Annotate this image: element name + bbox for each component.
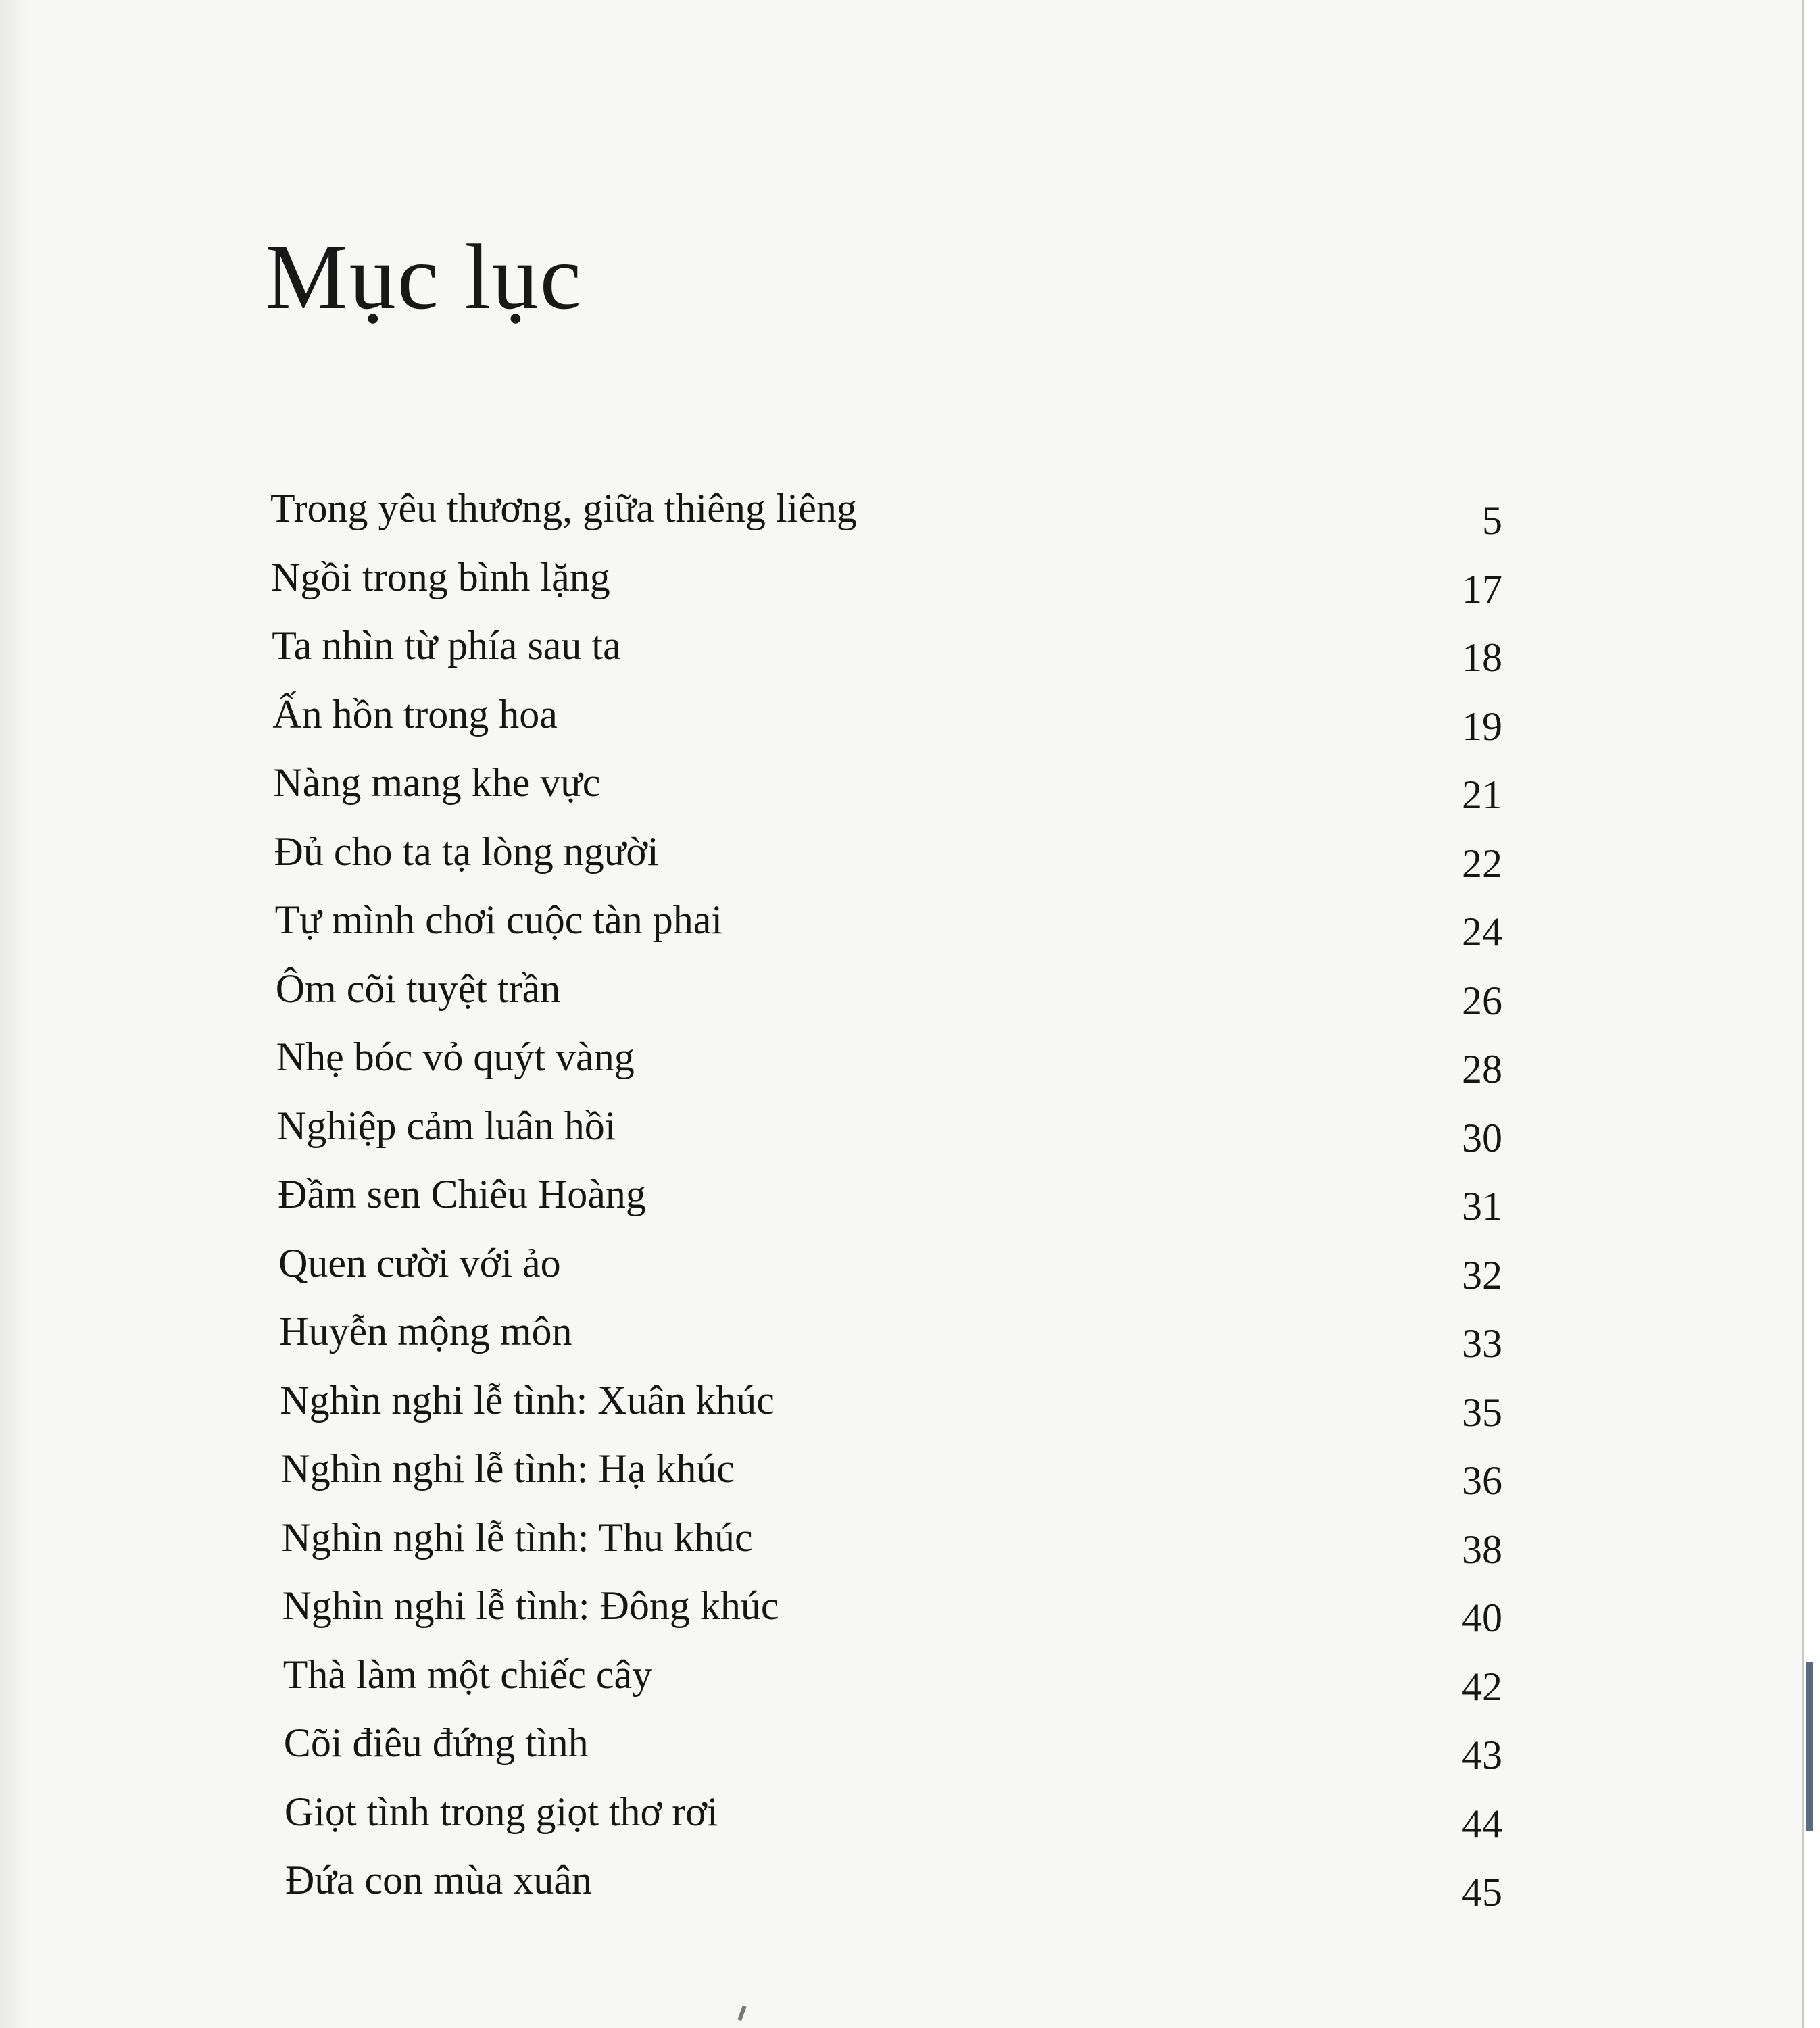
toc-entry-page-number: 43 xyxy=(1462,1733,1502,1777)
toc-entry-title: Nghìn nghi lễ tình: Thu khúc xyxy=(281,1514,753,1560)
toc-entry[interactable] xyxy=(0,962,1820,1023)
toc-entry[interactable] xyxy=(0,1373,1820,1435)
toc-entry-page-number: 45 xyxy=(1462,1870,1502,1914)
toc-entry-page-number: 31 xyxy=(1462,1184,1502,1229)
toc-entry[interactable] xyxy=(0,1167,1820,1229)
toc-entry-page-number: 19 xyxy=(1462,703,1502,749)
toc-entry-page-number: 17 xyxy=(1462,566,1502,612)
toc-entry-title: Ngồi trong bình lặng xyxy=(271,554,610,599)
toc-entry[interactable] xyxy=(0,1785,1820,1846)
toc-entry-title: Huyễn mộng môn xyxy=(279,1309,572,1354)
toc-entry[interactable] xyxy=(0,756,1820,817)
toc-entry-title: Ôm cõi tuyệt trần xyxy=(275,966,561,1011)
toc-entry-page-number: 28 xyxy=(1462,1047,1502,1091)
toc-entry-title: Thà làm một chiếc cây xyxy=(282,1652,653,1697)
toc-entry-title: Ấn hồn trong hoa xyxy=(272,691,558,737)
toc-entry-title: Quen cười với ảo xyxy=(278,1240,561,1285)
toc-entry-title: Nghìn nghi lễ tình: Đông khúc xyxy=(282,1583,779,1628)
toc-entry-title: Đầm sen Chiêu Hoàng xyxy=(278,1172,646,1216)
toc-entry[interactable] xyxy=(0,1716,1820,1777)
toc-entry[interactable] xyxy=(0,481,1820,543)
toc-entry-title: Cõi điêu đứng tình xyxy=(283,1721,589,1765)
toc-entry[interactable] xyxy=(0,550,1820,612)
toc-entry[interactable] xyxy=(0,1304,1820,1366)
toc-entry-title: Nghìn nghi lễ tình: Xuân khúc xyxy=(280,1377,774,1423)
toc-entry-title: Nhẹ bóc vỏ quýt vàng xyxy=(276,1035,635,1079)
toc-entry-page-number: 33 xyxy=(1462,1321,1502,1366)
toc-entry-page-number: 35 xyxy=(1462,1389,1502,1435)
toc-entry-page-number: 24 xyxy=(1462,910,1502,954)
toc-entry[interactable] xyxy=(0,1236,1820,1297)
toc-entry[interactable] xyxy=(0,1579,1820,1640)
toc-entry-title: Đủ cho ta tạ lòng người xyxy=(274,828,659,874)
toc-entry-page-number: 32 xyxy=(1462,1252,1502,1297)
toc-entry[interactable] xyxy=(0,1441,1820,1503)
toc-entry[interactable] xyxy=(0,1648,1820,1709)
toc-entry[interactable] xyxy=(0,1099,1820,1160)
toc-entry-page-number: 42 xyxy=(1462,1664,1502,1709)
toc-entry-title: Đứa con mùa xuân xyxy=(285,1858,593,1902)
toc-entry-title: Nghìn nghi lễ tình: Hạ khúc xyxy=(280,1446,735,1491)
toc-entry[interactable] xyxy=(0,1510,1820,1572)
toc-entry-title: Trong yêu thương, giữa thiêng liêng xyxy=(270,486,857,530)
toc-entry-page-number: 40 xyxy=(1462,1596,1502,1640)
toc-entry-page-number: 21 xyxy=(1462,772,1502,817)
toc-entry-page-number: 18 xyxy=(1462,635,1502,680)
toc-entry[interactable] xyxy=(0,618,1820,680)
toc-entry-page-number: 30 xyxy=(1462,1115,1502,1160)
toc-entry-title: Giọt tình trong giọt thơ rơi xyxy=(284,1789,718,1834)
toc-entry-page-number: 38 xyxy=(1462,1527,1502,1572)
toc-entry-page-number: 36 xyxy=(1462,1458,1502,1503)
toc-entry-page-number: 22 xyxy=(1462,841,1502,886)
toc-entry-title: Nàng mang khe vực xyxy=(273,760,601,805)
toc-entry-page-number: 44 xyxy=(1462,1801,1502,1846)
toc-entry[interactable] xyxy=(0,687,1820,749)
toc-entry-page-number: 5 xyxy=(1482,498,1502,543)
toc-entry[interactable] xyxy=(0,824,1820,886)
toc-entry[interactable] xyxy=(0,1853,1820,1914)
toc-entry-title: Ta nhìn từ phía sau ta xyxy=(272,623,621,668)
toc-entry[interactable] xyxy=(0,1030,1820,1091)
toc-entry-page-number: 26 xyxy=(1462,978,1502,1023)
page-title: Mục lục xyxy=(265,225,583,328)
toc-entry-title: Tự mình chơi cuộc tàn phai xyxy=(274,897,722,942)
toc-entry[interactable] xyxy=(0,893,1820,954)
toc-entry-title: Nghiệp cảm luân hồi xyxy=(276,1103,616,1148)
